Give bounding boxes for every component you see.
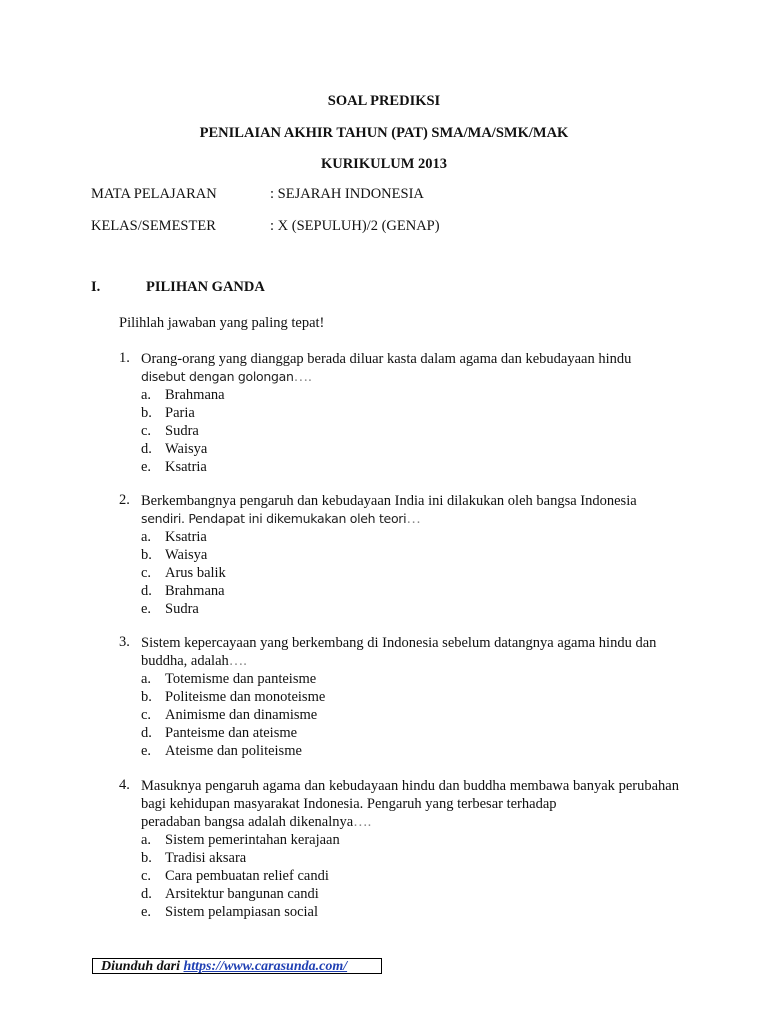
option-e[interactable]: e. Ksatria [141, 459, 207, 475]
answer-options [141, 670, 679, 760]
document-subtitle: PENILAIAN AKHIR TAHUN (PAT) SMA/MA/SMK/MAK [199, 125, 569, 141]
subject-value: : SEJARAH INDONESIA [270, 186, 424, 202]
answer-options [141, 528, 679, 618]
question-dots: …. [293, 369, 312, 385]
option-b[interactable]: b. Politeisme dan monoteisme [141, 689, 326, 705]
question-dots: …. [353, 814, 372, 830]
option-c[interactable]: c. Cara pembuatan relief candi [141, 868, 329, 884]
option-d[interactable]: d. Arsitektur bangunan candi [141, 886, 319, 902]
option-e[interactable]: e. Sistem pelampiasan social [141, 904, 319, 920]
class-label: KELAS/SEMESTER [91, 218, 216, 234]
question-4 [119, 777, 679, 921]
question-text: Berkembangnya pengaruh dan kebudayaan India ini dilakukan oleh bangsa Indonesia [141, 493, 637, 509]
option-c[interactable]: c. Animisme dan dinamisme [141, 707, 318, 723]
question-text: Sistem kepercayaan yang berkembang di Indonesia sebelum datangnya agama hindu dan [141, 635, 657, 651]
option-d[interactable]: d. Waisya [141, 441, 208, 457]
question-number: 4. [119, 777, 130, 793]
option-b[interactable]: b. Paria [141, 405, 195, 421]
question-text: Orang-orang yang dianggap berada diluar kasta dalam agama dan kebudayaan hindu [141, 351, 632, 367]
subject-label: MATA PELAJARAN [91, 186, 217, 202]
option-e[interactable]: e. Ateisme dan politeisme [141, 743, 302, 759]
question-1 [119, 350, 679, 476]
download-source-footer [92, 958, 382, 974]
option-c[interactable]: c. Arus balik [141, 565, 226, 581]
section-title: PILIHAN GANDA [146, 279, 265, 295]
question-2 [119, 492, 679, 618]
option-a[interactable]: a. Sistem pemerintahan kerajaan [141, 832, 340, 848]
question-text-cont: sendiri. Pendapat ini dikemukakan oleh teori [141, 511, 407, 526]
question-number: 2. [119, 492, 130, 508]
option-a[interactable]: a. Brahmana [141, 387, 225, 403]
section-number: I. [91, 279, 101, 295]
option-b[interactable]: b. Waisya [141, 547, 208, 563]
instruction-text: Pilihlah jawaban yang paling tepat! [119, 315, 325, 331]
question-text-cont: peradaban bangsa adalah dikenalnya [141, 814, 354, 830]
question-dots: … [406, 511, 421, 527]
option-a[interactable]: a. Totemisme dan panteisme [141, 671, 317, 687]
curriculum-label: KURIKULUM 2013 [320, 156, 448, 172]
option-d[interactable]: d. Panteisme dan ateisme [141, 725, 298, 741]
question-number: 1. [119, 350, 130, 366]
footer-link[interactable]: https://www.carasunda.com/ [183, 959, 348, 974]
class-value: : X (SEPULUH)/2 (GENAP) [270, 218, 440, 234]
option-b[interactable]: b. Tradisi aksara [141, 850, 247, 866]
answer-options [141, 831, 679, 921]
question-number: 3. [119, 634, 130, 650]
option-e[interactable]: e. Sudra [141, 601, 199, 617]
option-a[interactable]: a. Ksatria [141, 529, 207, 545]
document-title: SOAL PREDIKSI [327, 93, 441, 109]
answer-options [141, 386, 679, 476]
question-text-cont: disebut dengan golongan [141, 369, 294, 384]
question-text: Masuknya pengaruh agama dan kebudayaan hindu dan buddha membawa banyak perubahan bagi kehidupan masyarakat Indonesia. Pengaruh yang terbesar terhadap [141, 778, 679, 812]
question-text-cont: buddha, adalah [141, 653, 229, 669]
option-c[interactable]: c. Sudra [141, 423, 199, 439]
option-d[interactable]: d. Brahmana [141, 583, 225, 599]
question-3 [119, 634, 679, 760]
question-dots: …. [228, 653, 247, 669]
footer-prefix: Diunduh dari [101, 959, 180, 974]
